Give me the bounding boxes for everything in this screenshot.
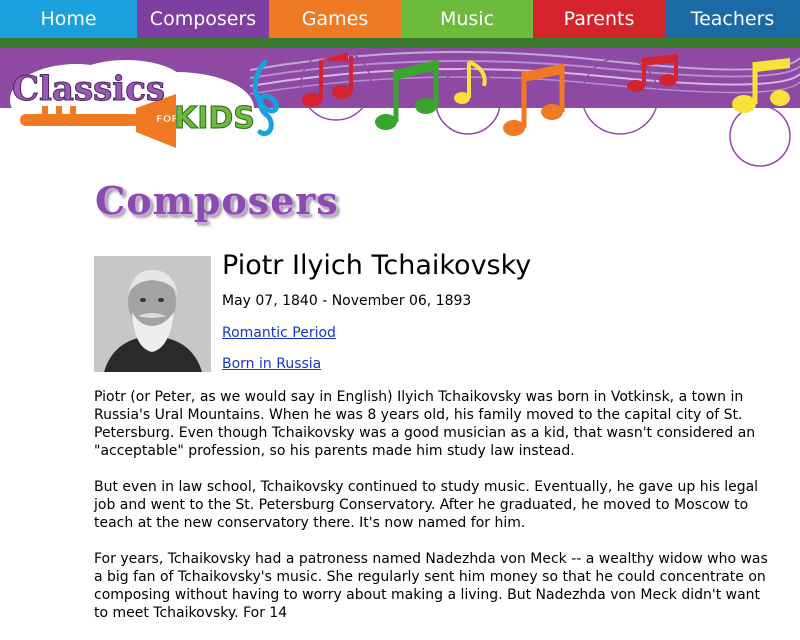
composer-name: Piotr Ilyich Tchaikovsky <box>222 250 532 281</box>
header-green-stripe <box>0 38 800 48</box>
nav-parents[interactable]: Parents <box>533 0 665 38</box>
classics-for-kids-logo[interactable] <box>6 56 256 148</box>
bio-paragraph: For years, Tchaikovsky had a patroness named Nadezhda von Meck -- a wealthy widow who was a big fan of Tchaikovsky's music. She regularly sent him money so that he could concentrate on composing without having to worry about making a living. But Nadezhda von Meck didn't want to meet Tchaikovsky. For 14 <box>94 551 768 621</box>
nav-composers[interactable]: Composers <box>137 0 269 38</box>
composer-biography <box>94 388 774 640</box>
born-in-russia-link[interactable]: Born in Russia <box>222 356 322 372</box>
bio-paragraph: But even in law school, Tchaikovsky continued to study music. Eventually, he gave up his legal job and went to the St. Petersburg Conservatory. After he graduated, he moved to Moscow to teach at the new conservatory there. It's now named for him. <box>94 479 759 531</box>
nav-teachers[interactable]: Teachers <box>665 0 800 38</box>
page-title: Composers <box>95 178 339 223</box>
composer-portrait <box>94 256 211 372</box>
nav-home[interactable]: Home <box>0 0 137 38</box>
logo-for-text: FOR <box>156 114 180 125</box>
logo-classics-text: Classics <box>12 69 166 109</box>
bio-paragraph: Piotr (or Peter, as we would say in English) Ilyich Tchaikovsky was born in Votkinsk, a town in Russia's Ural Mountains. When he was 8 years old, his family moved to the capital city of St. Petersburg. Even though Tchaikovsky was a good musician as a kid, that wasn't considered an "acceptable" profession, so his parents made him study law instead. <box>94 389 756 459</box>
nav-games[interactable]: Games <box>269 0 401 38</box>
nav-music[interactable]: Music <box>401 0 533 38</box>
main-nav <box>0 0 800 38</box>
composer-dates: May 07, 1840 - November 06, 1893 <box>222 293 472 309</box>
romantic-period-link[interactable]: Romantic Period <box>222 325 336 341</box>
logo-kids-text: KIDS <box>174 101 255 136</box>
